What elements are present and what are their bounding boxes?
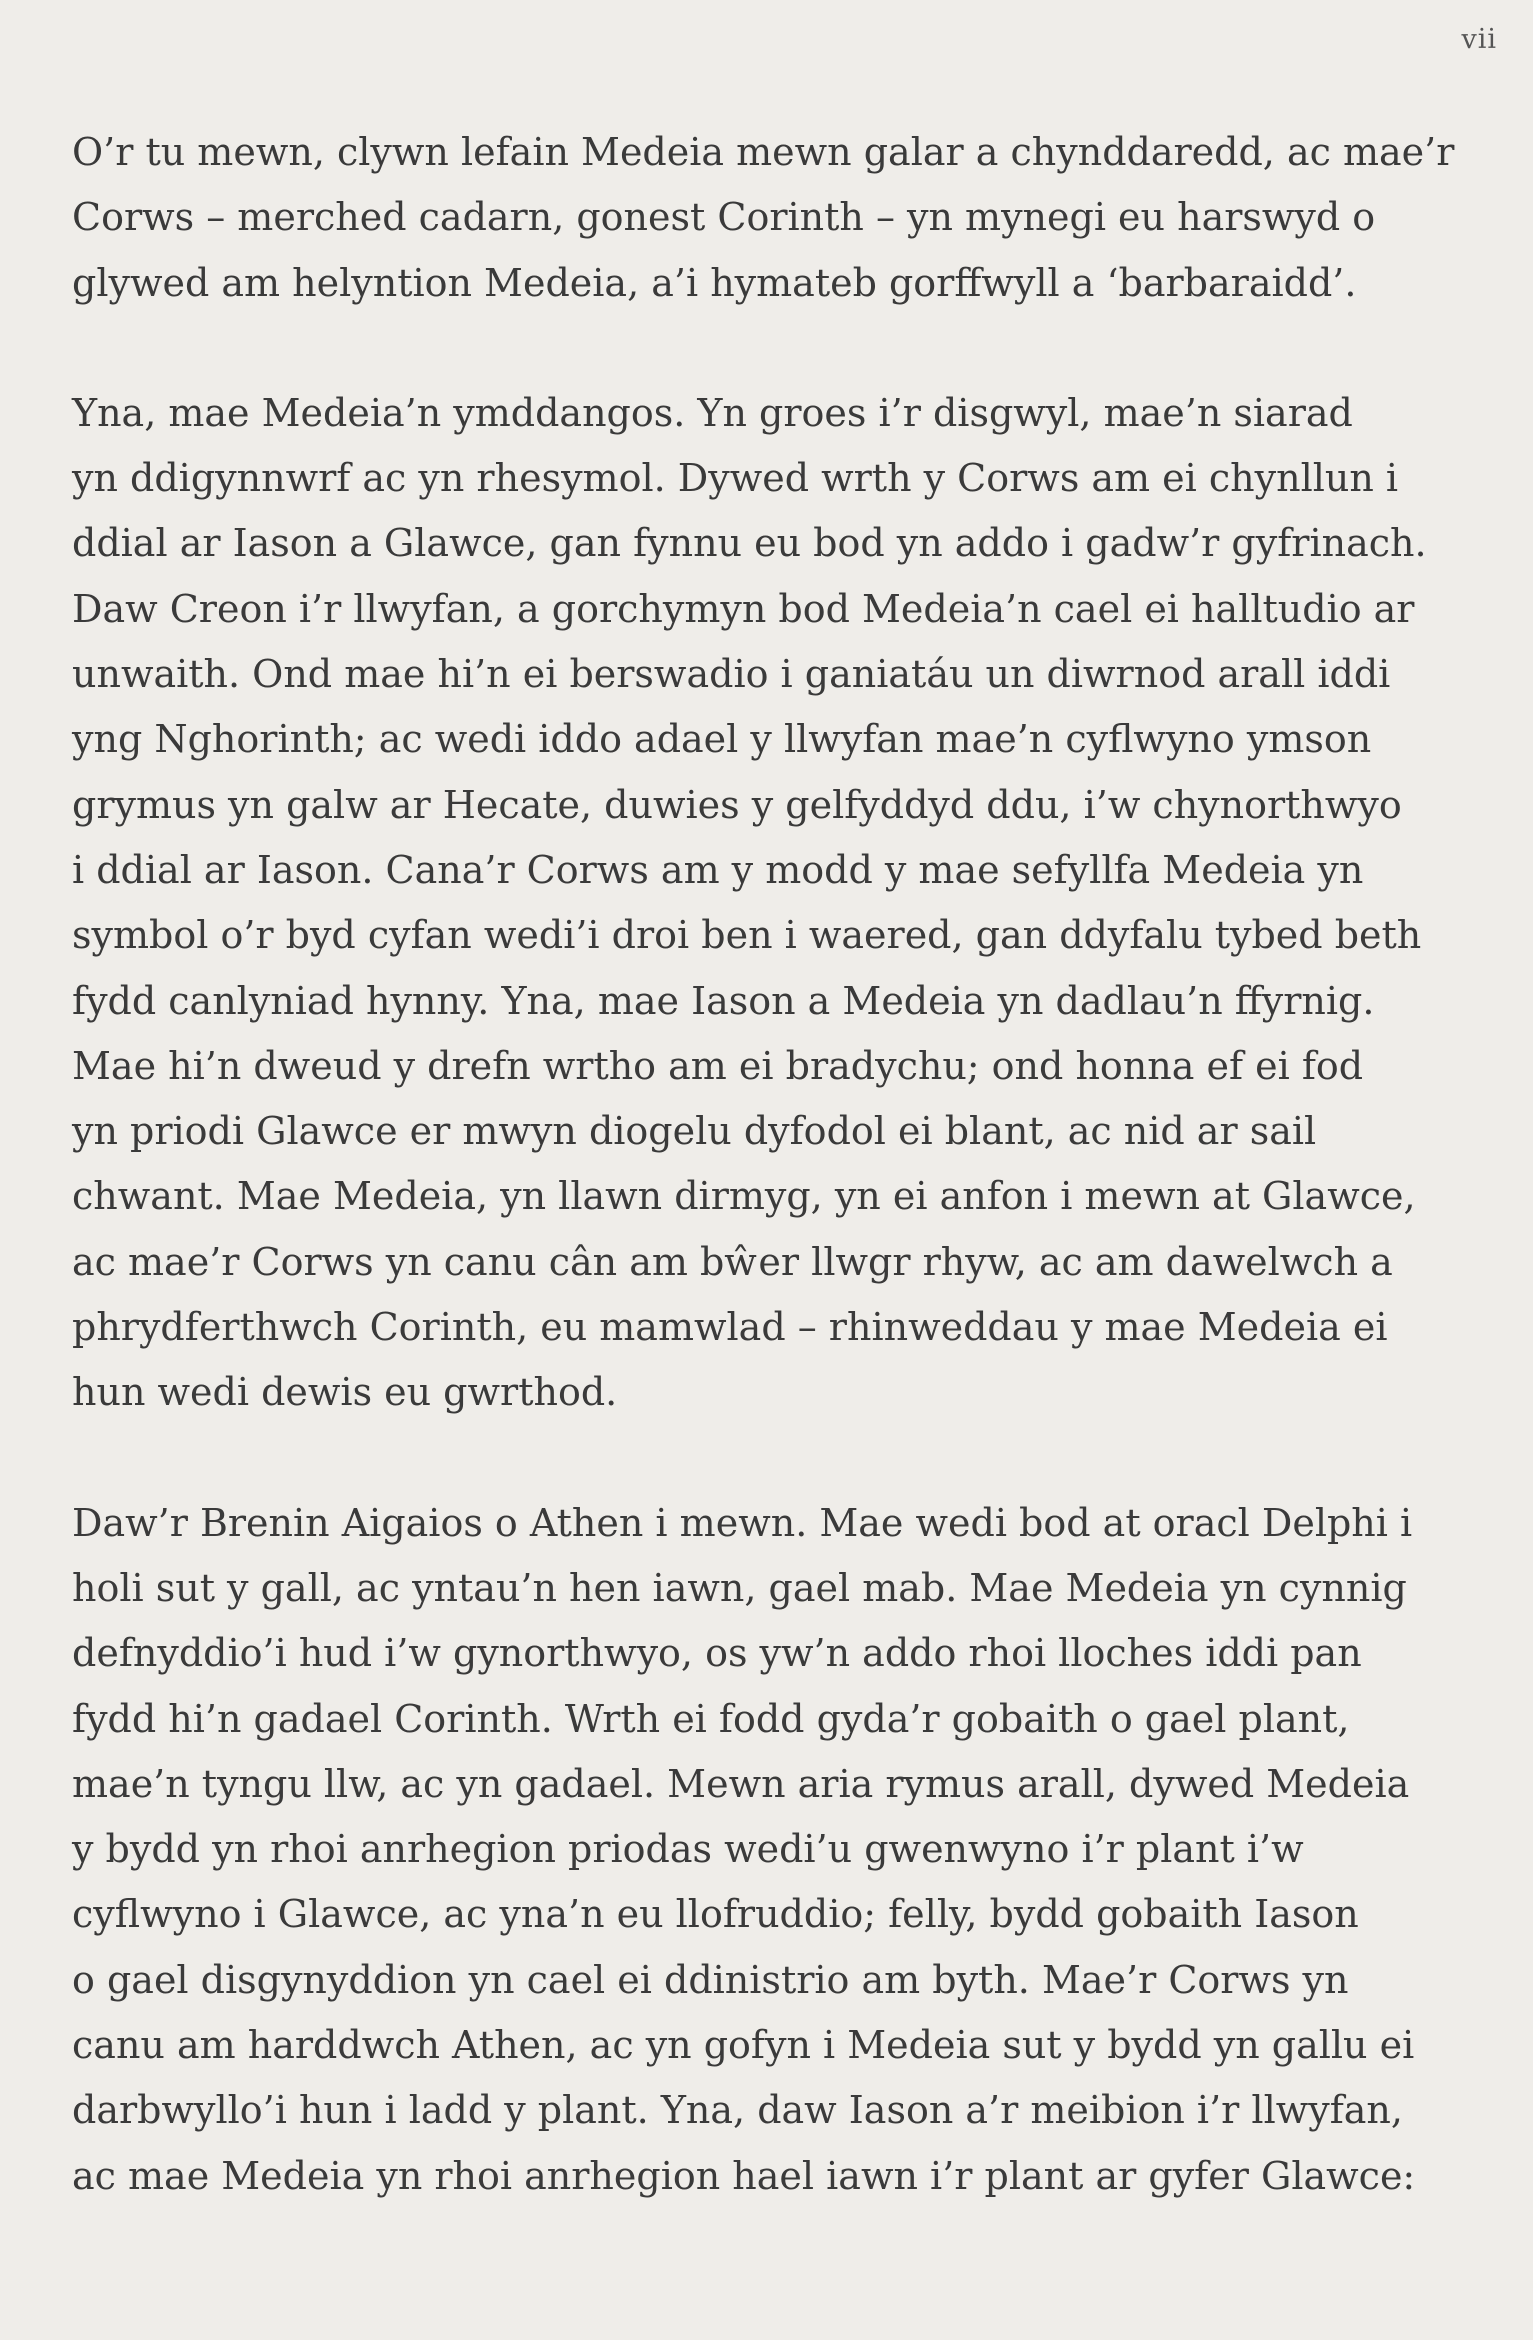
text-line: holi sut y gall, ac yntau’n hen iawn, gael mab. Mae Medeia yn cynnig — [72, 1565, 1407, 1610]
text-line: ddial ar Iason a Glawce, gan fynnu eu bod yn addo i gadw’r gyfrinach. — [72, 521, 1427, 566]
text-line: phrydferthwch Corinth, eu mamwlad – rhinweddau y mae Medeia ei — [72, 1305, 1388, 1350]
text-line: cyflwyno i Glawce, ac yna’n eu llofruddio; felly, bydd gobaith Iason — [72, 1892, 1359, 1937]
text-line: o gael disgynyddion yn cael ei ddinistrio am byth. Mae’r Corws yn — [72, 1957, 1349, 2002]
text-line: symbol o’r byd cyfan wedi’i droi ben i waered, gan ddyfalu tybed beth — [72, 913, 1422, 958]
text-line: Mae hi’n dweud y drefn wrtho am ei bradychu; ond honna ef ei fod — [72, 1043, 1364, 1088]
text-line: mae’n tyngu llw, ac yn gadael. Mewn aria rymus arall, dywed Medeia — [72, 1761, 1410, 1806]
text-line: yn priodi Glawce er mwyn diogelu dyfodol ei blant, ac nid ar sail — [72, 1109, 1317, 1154]
text-line: Daw Creon i’r llwyfan, a gorchymyn bod Medeia’n cael ei halltudio ar — [72, 586, 1415, 631]
text-line: canu am harddwch Athen, ac yn gofyn i Medeia sut y bydd yn gallu ei — [72, 2023, 1415, 2068]
text-line: y bydd yn rhoi anrhegion priodas wedi’u gwenwyno i’r plant i’w — [72, 1827, 1304, 1872]
text-line: yng Nghorinth; ac wedi iddo adael y llwyfan mae’n cyflwyno ymson — [72, 717, 1372, 762]
text-line: defnyddio’i hud i’w gynorthwyo, os yw’n addo rhoi lloches iddi pan — [72, 1631, 1362, 1676]
paragraph — [72, 120, 1492, 316]
text-line: Yna, mae Medeia’n ymddangos. Yn groes i’r disgwyl, mae’n siarad — [72, 390, 1353, 435]
paragraph — [72, 381, 1492, 1426]
text-line: darbwyllo’i hun i ladd y plant. Yna, daw Iason a’r meibion i’r llwyfan, — [72, 2088, 1403, 2133]
text-line: ac mae’r Corws yn canu cân am bŵer llwgr rhyw, ac am dawelwch a — [72, 1239, 1393, 1284]
text-line: unwaith. Ond mae hi’n ei berswadio i ganiatáu un diwrnod arall iddi — [72, 652, 1391, 697]
text-line: glywed am helyntion Medeia, a’i hymateb gorffwyll a ‘barbaraidd’. — [72, 260, 1357, 305]
paragraph — [72, 1491, 1492, 2209]
text-line: chwant. Mae Medeia, yn llawn dirmyg, yn ei anfon i mewn at Glawce, — [72, 1174, 1416, 1219]
text-line: fydd hi’n gadael Corinth. Wrth ei fodd gyda’r gobaith o gael plant, — [72, 1696, 1350, 1741]
text-line: hun wedi dewis eu gwrthod. — [72, 1370, 618, 1415]
text-line: fydd canlyniad hynny. Yna, mae Iason a Medeia yn dadlau’n ffyrnig. — [72, 978, 1375, 1023]
page-number: vii — [1461, 24, 1497, 55]
text-line: O’r tu mewn, clywn lefain Medeia mewn galar a chynddaredd, ac mae’r — [72, 130, 1455, 174]
text-line: ac mae Medeia yn rhoi anrhegion hael iawn i’r plant ar gyfer Glawce: — [72, 2153, 1416, 2198]
text-line: yn ddigynnwrf ac yn rhesymol. Dywed wrth y Corws am ei chynllun i — [72, 456, 1399, 501]
page-body — [72, 120, 1492, 2209]
text-line: i ddial ar Iason. Cana’r Corws am y modd y mae sefyllfa Medeia yn — [72, 847, 1364, 892]
text-line: grymus yn galw ar Hecate, duwies y gelfyddyd ddu, i’w chynorthwyo — [72, 782, 1402, 827]
text-line: Daw’r Brenin Aigaios o Athen i mewn. Mae wedi bod at oracl Delphi i — [72, 1500, 1413, 1545]
text-line: Corws – merched cadarn, gonest Corinth – yn mynegi eu harswyd o — [72, 195, 1376, 240]
paragraph-gap — [72, 1426, 1492, 1491]
paragraph-gap — [72, 316, 1492, 381]
